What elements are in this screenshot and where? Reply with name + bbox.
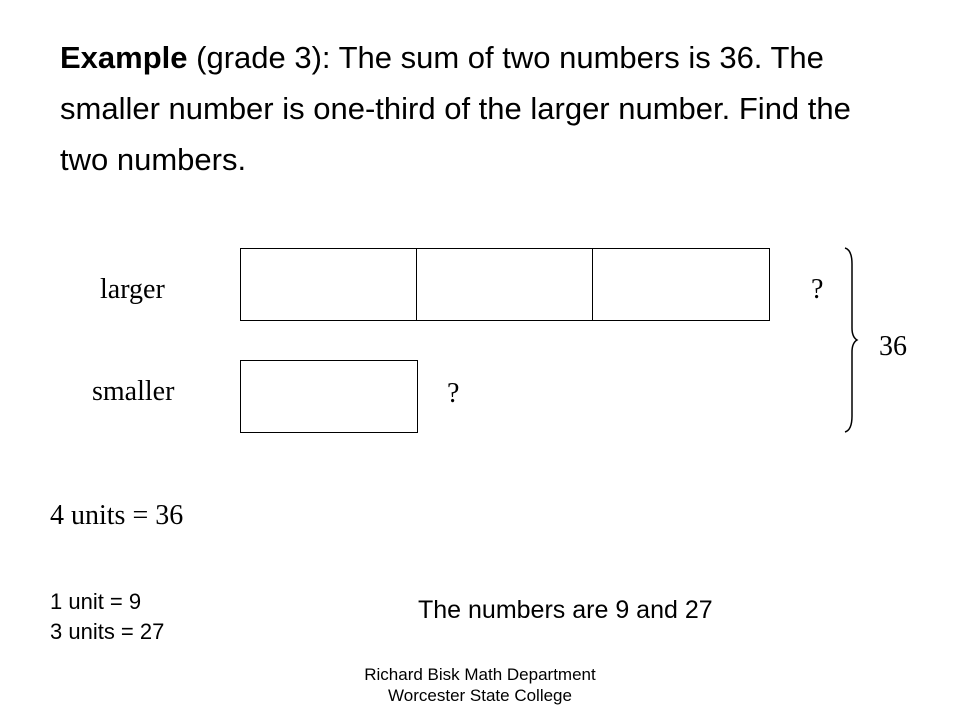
problem-heading: Example: [60, 40, 188, 75]
smaller-unit-box: [240, 360, 418, 433]
smaller-label: smaller: [92, 376, 175, 407]
total-label: 36: [879, 331, 907, 362]
answer-text: The numbers are 9 and 27: [418, 596, 713, 624]
footer-author: Richard Bisk Math Department: [364, 665, 596, 684]
larger-unit-box: [240, 248, 418, 321]
smaller-unknown: ?: [447, 378, 460, 409]
total-brace: [835, 240, 865, 440]
larger-label: larger: [100, 274, 165, 305]
work-steps: [50, 587, 164, 647]
footer: [0, 664, 960, 706]
work-step-1: 4 units = 36: [50, 500, 184, 531]
larger-unit-box: [592, 248, 770, 321]
problem-text: (grade 3): The sum of two numbers is 36. The smaller number is one-third of the larger number. Find the two numbers.: [60, 40, 851, 177]
work-step-2: 1 unit = 9: [50, 589, 142, 614]
larger-unknown: ?: [811, 274, 824, 305]
problem-statement: [60, 32, 900, 185]
work-step-3: 3 units = 27: [50, 619, 165, 644]
larger-unit-box: [416, 248, 594, 321]
footer-institution: Worcester State College: [388, 686, 572, 705]
